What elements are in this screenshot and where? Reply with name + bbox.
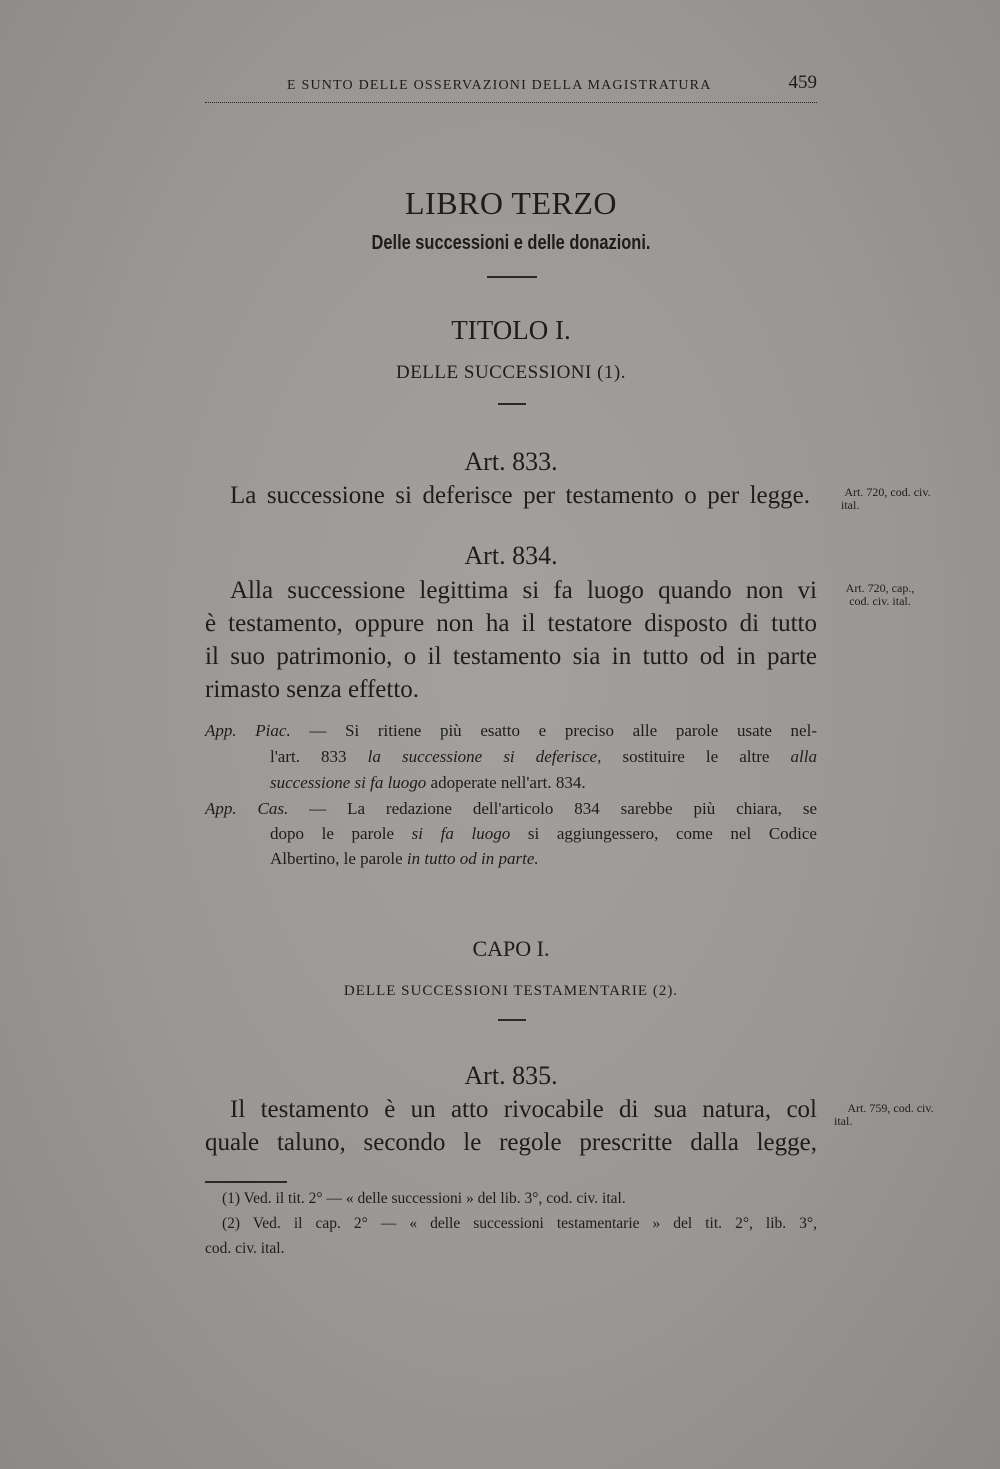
section-divider (487, 276, 537, 278)
note-text: Albertino, le parole (270, 849, 407, 868)
margin-note-line: Art. 759, cod. civ. (847, 1101, 934, 1115)
book-subtitle: Delle successioni e delle donazioni. (371, 232, 651, 254)
appendix-note-line (270, 747, 817, 767)
page-number: 459 (788, 72, 817, 93)
margin-note-line: Art. 720, cap., (845, 581, 915, 595)
appendix-note-cas (205, 799, 817, 819)
book-title: LIBRO TERZO (404, 185, 617, 221)
article-834-margin-note (825, 582, 935, 608)
note-italic: la successione si deferisce, (367, 747, 602, 766)
note-italic: si fa luogo (411, 824, 511, 843)
appendix-note-line (270, 824, 817, 844)
chapter-subheading: DELLE SUCCESSIONI TESTAMENTARIE (2). (343, 983, 679, 999)
article-835-heading: Art. 835. (464, 1061, 558, 1090)
note-text: sostituire le altre (601, 747, 791, 766)
running-header (205, 72, 817, 103)
appendix-label: App. Cas. (205, 799, 289, 818)
footnote-rule (205, 1181, 287, 1183)
running-title: E SUNTO DELLE OSSERVAZIONI DELLA MAGISTRATURA (287, 78, 712, 93)
title-subheading: DELLE SUCCESSIONI (1). (395, 362, 627, 383)
article-835-line: quale taluno, secondo le regole prescritte dalla legge, (205, 1129, 817, 1156)
article-834-line: Alla successione legittima si fa luogo quando non vi (230, 577, 817, 604)
footnote-2: (2) Ved. il cap. 2° — « delle successioni testamentarie » del tit. 2°, lib. 3°, (222, 1215, 817, 1232)
appendix-label: App. Piac. (205, 721, 291, 740)
article-835-margin-note (828, 1102, 953, 1128)
footnote-1: (1) Ved. il tit. 2° — « delle successioni » del lib. 3°, cod. civ. ital. (222, 1190, 626, 1207)
section-divider (498, 1019, 526, 1021)
note-text: adoperate nell'art. 834. (426, 773, 586, 792)
appendix-note-line (270, 773, 817, 793)
note-text: — La redazione dell'articolo 834 sarebbe più chiara, se (288, 799, 817, 818)
footnote-2-continued: cod. civ. ital. (205, 1240, 285, 1257)
note-text: dopo le parole (270, 824, 412, 843)
margin-note-line: ital. (834, 1114, 853, 1128)
article-835-line: Il testamento è un atto rivocabile di sua natura, col (230, 1096, 817, 1123)
note-text: si aggiungessero, come nel Codice (510, 824, 817, 843)
margin-note-line: Art. 720, cod. civ. (844, 485, 931, 499)
chapter-heading: CAPO I. (472, 936, 550, 961)
appendix-note-line (270, 849, 817, 869)
article-834-line: il suo patrimonio, o il testamento sia in tutto od in parte (205, 643, 817, 670)
note-italic: successione si fa luogo (270, 773, 427, 792)
note-text: — Si ritiene più esatto e preciso alle parole usate nel- (290, 721, 817, 740)
article-834-heading: Art. 834. (464, 541, 558, 570)
appendix-note-piac (205, 721, 817, 741)
margin-note-line: cod. civ. ital. (849, 594, 911, 608)
article-833-text: La successione si deferisce per testamento o per legge. (230, 482, 810, 509)
section-divider (498, 403, 526, 405)
article-833-margin-note (825, 486, 950, 512)
note-italic: in tutto od in parte. (406, 849, 539, 868)
article-833-heading: Art. 833. (464, 447, 558, 476)
article-834-line: è testamento, oppure non ha il testatore disposto di tutto (205, 610, 817, 637)
title-heading: TITOLO I. (451, 315, 571, 345)
margin-note-line: ital. (841, 498, 860, 512)
article-834-line: rimasto senza effetto. (205, 676, 420, 703)
note-italic: alla (790, 747, 817, 766)
note-text: l'art. 833 (270, 747, 368, 766)
